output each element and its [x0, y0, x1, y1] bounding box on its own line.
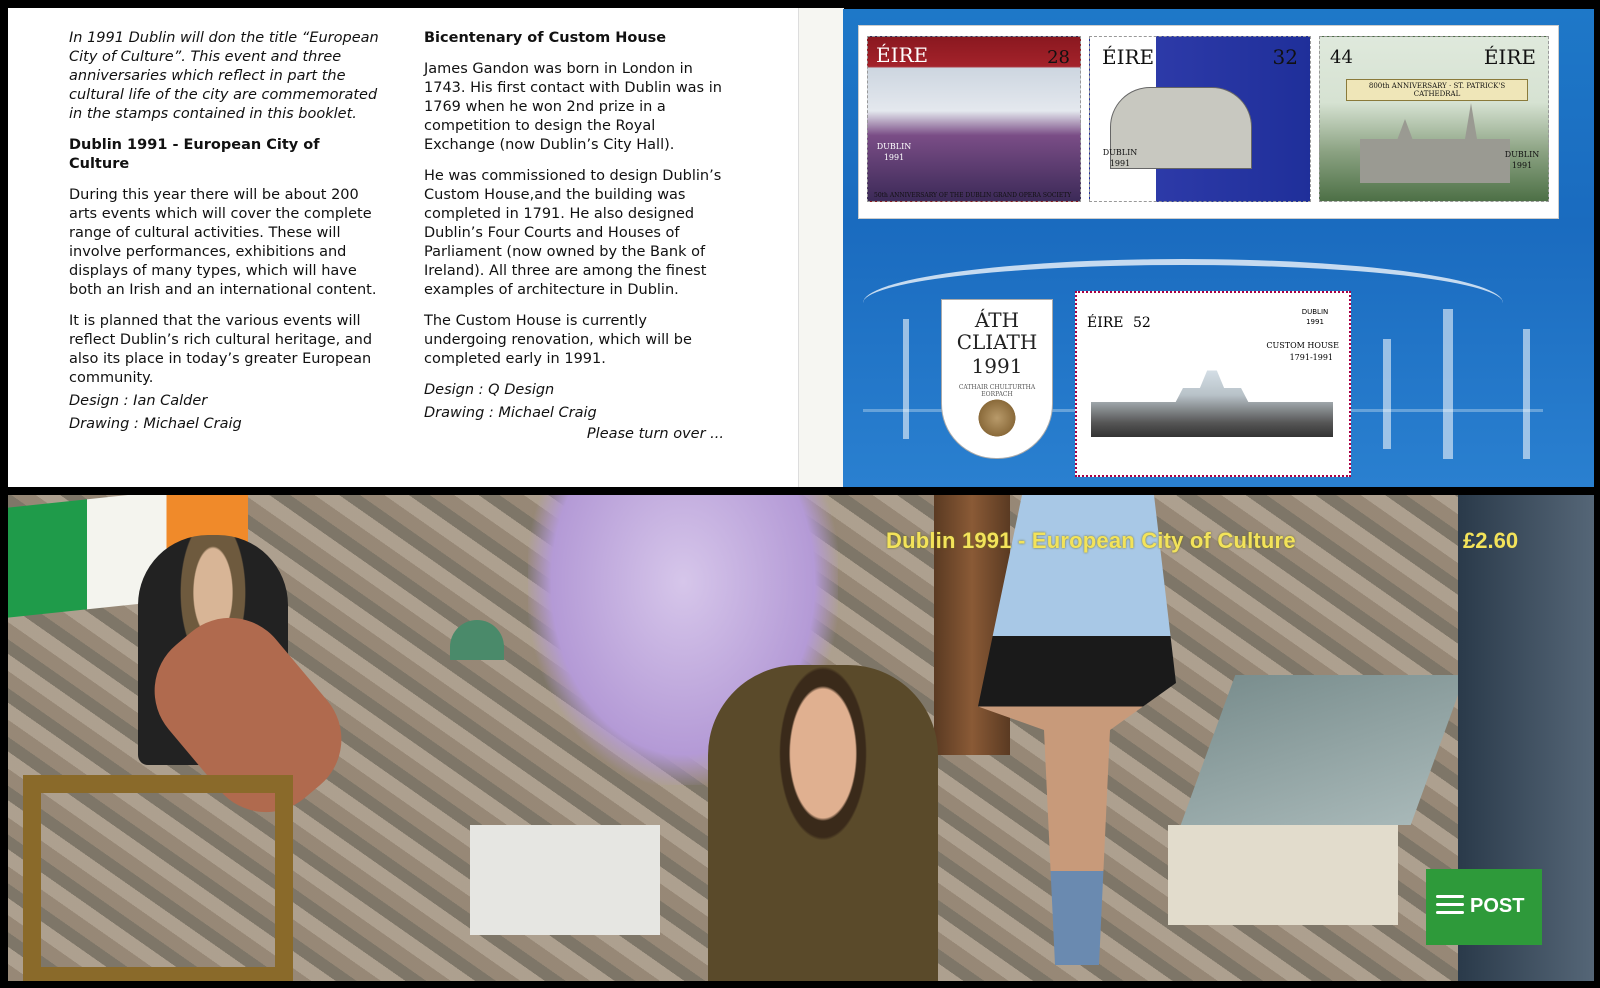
gold-frame	[23, 775, 293, 981]
custom-house-illustration	[1091, 367, 1333, 437]
custom-house-building	[1168, 825, 1398, 925]
custom-house-para-2: He was commissioned to design Dublin’s Custom House,and the building was completed in 1791. He also designed Dublin’s Four Courts and Houses of Parliament (now owned by the Bank of Ireland). All three are among the finest examples of architecture in Dublin.	[424, 168, 722, 298]
cover-title: Dublin 1991 - European City of Culture	[886, 528, 1296, 553]
post-logo-text: POST	[1470, 895, 1525, 917]
stamp-opera	[867, 36, 1081, 202]
drawing-credit-2: Drawing : Michael Craig	[424, 405, 597, 421]
stamp-title: CUSTOM HOUSE	[1266, 341, 1339, 350]
custom-house-para-1: James Gandon was born in London in 1743. His first contact with Dublin was in 1769 when he won 2nd prize in a competition to design the Royal Exchange (now Dublin’s City Hall).	[424, 61, 722, 153]
middle-text-column	[424, 29, 724, 444]
light-streak	[1443, 309, 1453, 459]
booklet-fold	[798, 8, 844, 487]
light-streak	[903, 319, 909, 439]
stamp-country: ÉIRE	[1087, 315, 1124, 331]
stamp-value: 28	[1047, 47, 1070, 68]
drawing-credit: Drawing : Michael Craig	[69, 416, 242, 432]
stamp-custom-house-europe	[1089, 36, 1311, 202]
ath-cliath-logo	[941, 299, 1053, 459]
left-text-column	[69, 29, 379, 434]
city-of-culture-heading: Dublin 1991 - European City of Culture	[69, 137, 320, 172]
post-wave-icon	[1436, 911, 1464, 914]
stamp-emblem: DUBLIN 1991	[1301, 308, 1329, 326]
design-credit: Design : Ian Calder	[69, 393, 208, 409]
city-of-culture-para-2: It is planned that the various events will reflect Dublin’s rich cultural heritage, and also its place in today’s greater European community.	[69, 313, 373, 386]
joyce-portrait	[708, 665, 938, 981]
cover-price: £2.60	[1463, 528, 1519, 553]
logo-arc-text: CATHAIR CHULTURTHA EORPACH	[958, 384, 1036, 398]
stamp-value: 44	[1330, 47, 1353, 68]
logo-line-3: 1991	[971, 354, 1023, 378]
city-of-culture-para-1: During this year there will be about 200 arts events which will cover the complete range of cultural activities. These will involve performances, exhibitions and displays of many types, which will have both an Irish and an international content.	[69, 187, 377, 298]
anniversary-banner: 800th ANNIVERSARY · ST. PATRICK'S CATHEDRAL	[1346, 79, 1528, 101]
an-post-logo	[1426, 869, 1542, 945]
stamp-emblem: DUBLIN 1991	[1504, 150, 1540, 170]
stamp-emblem: DUBLIN 1991	[1102, 148, 1138, 168]
stamp-sheet-panel	[843, 9, 1594, 487]
post-wave-icon	[1436, 903, 1464, 906]
stamp-strip	[858, 25, 1559, 219]
intro-paragraph: In 1991 Dublin will don the title “European City of Culture”. This event and three anniversaries which reflect in part the cultural life of the city are commemorated in the stamps contained in this booklet.	[69, 30, 379, 122]
stamp-country: ÉIRE	[1102, 45, 1155, 69]
stamp-custom-house	[1075, 291, 1351, 477]
design-credit-2: Design : Q Design	[424, 382, 555, 398]
stamp-years: 1791-1991	[1289, 353, 1333, 362]
cover-collage	[8, 495, 1594, 981]
stamp-country: ÉIRE	[1483, 45, 1536, 69]
light-streak	[1523, 329, 1530, 459]
post-wave-icon	[1436, 895, 1464, 898]
stamp-caption: 50th ANNIVERSARY OF THE DUBLIN GRAND OPERA SOCIETY	[874, 192, 1072, 199]
wave-emblem-icon	[974, 398, 1020, 438]
office-buildings	[470, 825, 660, 935]
stamp-st-patricks	[1319, 36, 1549, 202]
custom-house-para-3: The Custom House is currently undergoing renovation, which will be completed early in 1991.	[424, 313, 692, 367]
stamp-emblem: DUBLIN 1991	[876, 142, 912, 162]
logo-line-2: CLIATH	[956, 330, 1038, 354]
custom-house-heading: Bicentenary of Custom House	[424, 30, 667, 46]
light-streak	[1383, 339, 1391, 449]
turn-over-note: Please turn over ...	[586, 426, 724, 442]
stamp-value: 52	[1133, 315, 1151, 331]
logo-line-1: ÁTH	[974, 308, 1020, 332]
stamp-value: 32	[1272, 45, 1298, 69]
stamp-country: ÉIRE	[876, 43, 929, 67]
cathedral-illustration	[1360, 103, 1510, 183]
